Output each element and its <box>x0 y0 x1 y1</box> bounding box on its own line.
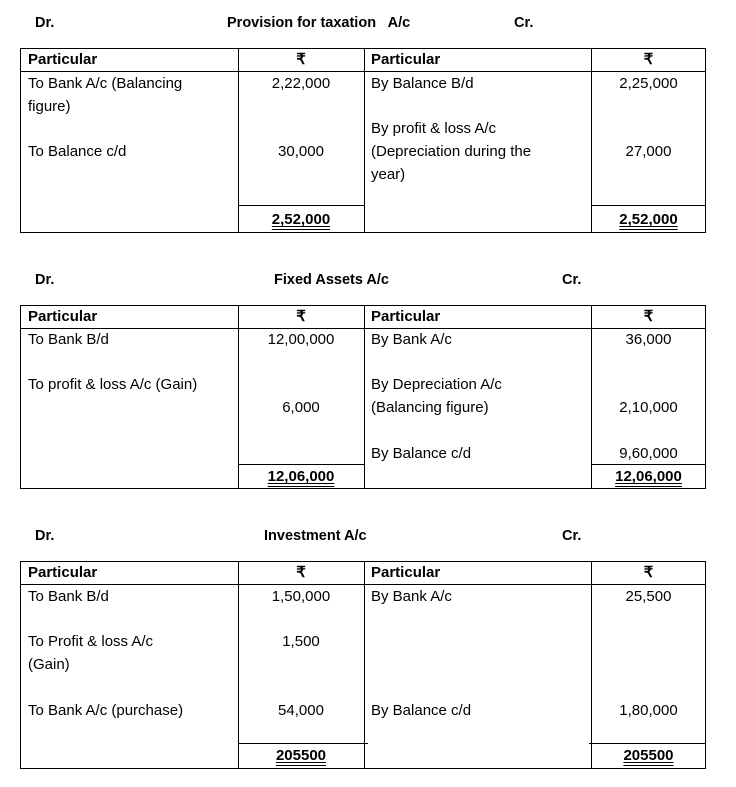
ledger-table <box>20 305 706 489</box>
debit-total <box>238 466 364 488</box>
header-particular-dr: Particular <box>28 308 98 325</box>
credit-entry-particular: By Balance B/d <box>371 75 474 92</box>
ledger-title-row <box>0 272 736 296</box>
credit-entry-particular: (Balancing figure) <box>371 399 489 416</box>
header-amount-cr: ₹ <box>643 564 654 581</box>
credit-total-value: 2,52,000 <box>619 211 678 228</box>
debit-entry-amount: 1,500 <box>282 633 320 650</box>
credit-entry-particular: By Balance c/d <box>371 445 472 462</box>
debit-total-value: 2,52,000 <box>271 211 331 228</box>
credit-total <box>591 466 706 488</box>
debit-entry-particular: figure) <box>28 98 71 115</box>
credit-entry-particular: year) <box>371 166 406 183</box>
debit-entry-particular: To Balance c/d <box>28 143 127 160</box>
credit-entry-amount: 27,000 <box>625 143 672 160</box>
credit-entry-amount: 36,000 <box>625 331 672 348</box>
ledger-title: Investment A/c <box>264 528 367 544</box>
credit-entry-particular: By Depreciation A/c <box>371 376 502 393</box>
ledger-title: Provision for taxation A/c <box>227 15 411 31</box>
debit-entry-particular: (Gain) <box>28 656 70 673</box>
credit-entry-amount: 9,60,000 <box>619 445 678 462</box>
debit-side-label: Dr. <box>35 15 55 31</box>
ledger-table <box>20 561 706 769</box>
debit-side-label: Dr. <box>35 528 55 544</box>
debit-entry-amount: 1,50,000 <box>271 588 331 605</box>
credit-entry-particular: By Bank A/c <box>371 331 452 348</box>
debit-entry-particular: To Bank A/c (purchase) <box>28 702 184 719</box>
ledger-title-row <box>0 15 736 39</box>
header-amount-dr: ₹ <box>296 308 306 325</box>
credit-total-value: 205500 <box>623 747 674 764</box>
debit-total-value: 12,06,000 <box>267 468 335 485</box>
credit-total <box>591 745 706 767</box>
debit-total <box>238 209 364 231</box>
debit-entry-particular: To Bank A/c (Balancing <box>28 75 183 92</box>
credit-side-label: Cr. <box>562 272 582 288</box>
header-particular-cr: Particular <box>371 564 441 581</box>
credit-side-label: Cr. <box>514 15 534 31</box>
debit-entry-amount: 30,000 <box>278 143 324 160</box>
credit-side-label: Cr. <box>562 528 582 544</box>
header-amount-cr: ₹ <box>643 51 654 68</box>
header-amount-dr: ₹ <box>296 51 306 68</box>
debit-entry-particular: To Profit & loss A/c <box>28 633 154 650</box>
credit-total-value: 12,06,000 <box>615 468 682 485</box>
debit-entry-amount: 2,22,000 <box>271 75 331 92</box>
credit-total <box>591 209 706 231</box>
debit-entry-particular: To profit & loss A/c (Gain) <box>28 376 198 393</box>
ledger-title-row <box>0 528 736 552</box>
header-particular-dr: Particular <box>28 51 98 68</box>
credit-entry-particular: (Depreciation during the <box>371 143 532 160</box>
debit-entry-amount: 12,00,000 <box>267 331 335 348</box>
credit-entry-amount: 2,25,000 <box>619 75 678 92</box>
credit-entry-particular: By Bank A/c <box>371 588 452 605</box>
debit-total-value: 205500 <box>275 747 327 764</box>
credit-entry-amount: 1,80,000 <box>619 702 678 719</box>
ledger-title: Fixed Assets A/c <box>274 272 389 288</box>
debit-entry-particular: To Bank B/d <box>28 331 109 348</box>
credit-entry-particular: By Balance c/d <box>371 702 472 719</box>
debit-total <box>238 745 364 767</box>
credit-entry-particular: By profit & loss A/c <box>371 120 497 137</box>
header-amount-cr: ₹ <box>643 308 654 325</box>
debit-entry-amount: 54,000 <box>278 702 324 719</box>
ledger-table <box>20 48 706 233</box>
debit-entry-particular: To Bank B/d <box>28 588 109 605</box>
header-particular-cr: Particular <box>371 51 441 68</box>
header-particular-cr: Particular <box>371 308 441 325</box>
credit-entry-amount: 2,10,000 <box>619 399 678 416</box>
debit-side-label: Dr. <box>35 272 55 288</box>
debit-entry-amount: 6,000 <box>282 399 320 416</box>
credit-entry-amount: 25,500 <box>625 588 672 605</box>
header-amount-dr: ₹ <box>296 564 306 581</box>
header-particular-dr: Particular <box>28 564 98 581</box>
